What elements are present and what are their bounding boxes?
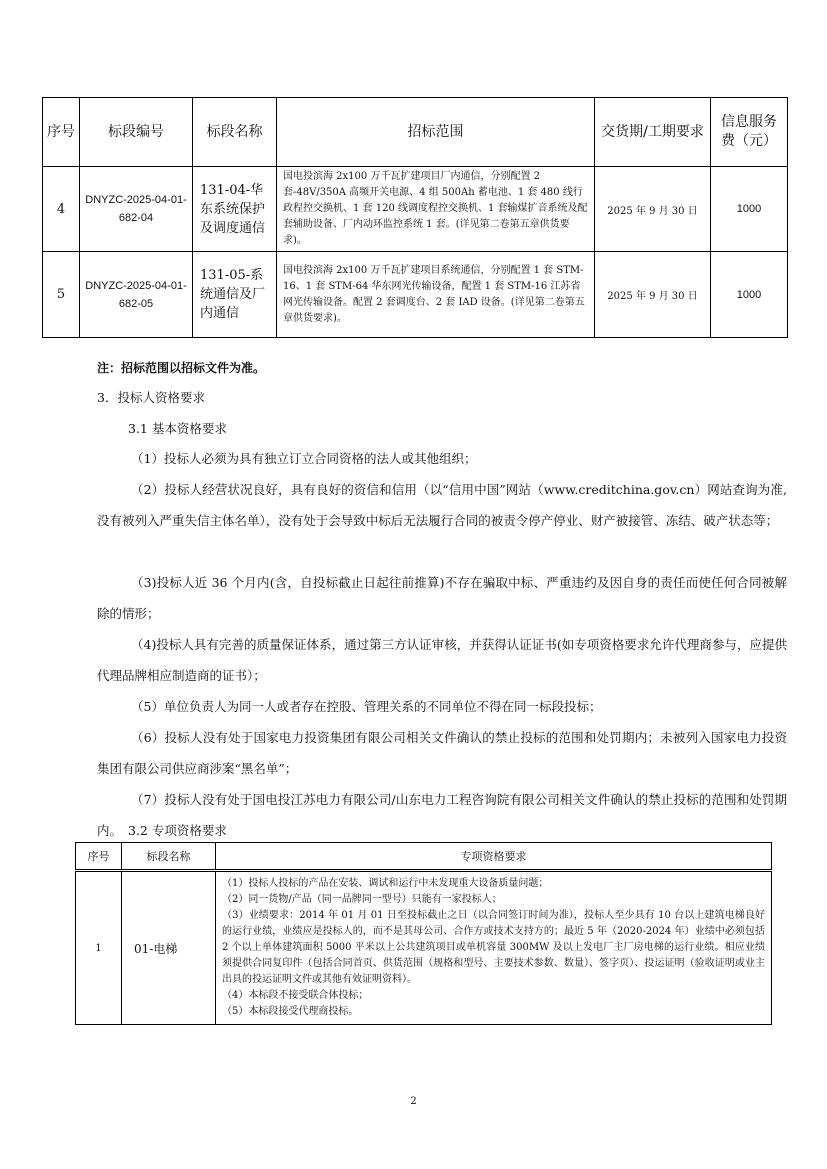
row-no: 4 xyxy=(43,167,80,252)
header-requirements: 专项资格要求 xyxy=(216,843,772,871)
scope-note: 注：招标范围以招标文件为准。 xyxy=(97,361,266,375)
header-scope: 招标范围 xyxy=(277,98,595,167)
row-name: 131-05-系统通信及厂内通信 xyxy=(193,252,277,338)
section-3-1-title: 3.1 基本资格要求 xyxy=(128,421,227,436)
table-row xyxy=(76,871,772,1025)
requirement-line: （5）本标段接受代理商投标。 xyxy=(222,1006,359,1017)
header-name: 标段名称 xyxy=(122,843,216,871)
requirement-line: （1）投标人投标的产品在安装、调试和运行中未发现重大设备质量问题； xyxy=(222,878,549,889)
section-3-2-title: 3.2 专项资格要求 xyxy=(128,823,227,838)
requirement-item: （6）投标人没有处于国家电力投资集团有限公司相关文件确认的禁止投标的范围和处罚期内；未被列入国家电力投资集团有限公司供应商涉案“黑名单”； xyxy=(97,730,787,776)
bid-sections-table xyxy=(42,97,788,338)
table-row xyxy=(43,167,788,252)
section-3-title: 3．投标人资格要求 xyxy=(97,390,205,405)
requirement-line: （2）同一货物/产品（同一品牌同一型号）只能有一家投标人； xyxy=(222,894,502,905)
table-header-row xyxy=(43,98,788,167)
row-scope: 国电投滨海 2x100 万千瓦扩建项目系统通信，分别配置 1 套 STM-16、1 套 STM-64 华东网光传输设备，配置 1 套 STM-16 江苏省网光传输设备。配置 2 套调度台、2 套 IAD 设备。(详见第二卷第五章供货要求)。 xyxy=(277,252,595,338)
requirement-item: （3)投标人近 36 个月内(含，自投标截止日起往前推算)不存在骗取中标、严重违约及因自身的责任而使任何合同被解除的情形； xyxy=(97,575,787,621)
header-code: 标段编号 xyxy=(80,98,193,167)
special-qualification-table xyxy=(75,842,772,1025)
header-no: 序号 xyxy=(76,843,122,871)
requirement-line: （4）本标段不接受联合体投标； xyxy=(222,990,369,1001)
row-name: 131-04-华东系统保护及调度通信 xyxy=(193,167,277,252)
header-fee: 信息服务费（元） xyxy=(711,98,788,167)
requirement-item: （4)投标人具有完善的质量保证体系，通过第三方认证审核，并获得认证证书(如专项资格要求允许代理商参与，应提供代理品牌相应制造商的证书）； xyxy=(97,637,787,683)
row-name: 01-电梯 xyxy=(122,871,216,1025)
header-name: 标段名称 xyxy=(193,98,277,167)
row-code: DNYZC-2025-04-01-682-04 xyxy=(80,167,193,252)
header-no: 序号 xyxy=(43,98,80,167)
page-number: 2 xyxy=(410,1096,417,1107)
table-header-row xyxy=(76,843,772,871)
row-code: DNYZC-2025-04-01-682-05 xyxy=(80,252,193,338)
header-date: 交货期/工期要求 xyxy=(595,98,711,167)
table-row xyxy=(43,252,788,338)
row-date: 2025 年 9 月 30 日 xyxy=(595,252,711,338)
row-requirements xyxy=(216,871,772,1025)
requirement-item: （7）投标人没有处于国电投江苏电力有限公司/山东电力工程咨询院有限公司相关文件确认的禁止投标的范围和处罚期内。 xyxy=(97,792,787,838)
requirement-item: （1）投标人必须为具有独立订立合同资格的法人或其他组织； xyxy=(131,451,477,466)
row-date: 2025 年 9 月 30 日 xyxy=(595,167,711,252)
requirement-item: （5）单位负责人为同一人或者存在控股、管理关系的不同单位不得在同一标段投标； xyxy=(131,699,602,714)
row-scope: 国电投滨海 2x100 万千瓦扩建项目厂内通信，分别配置 2 套-48V/350A 高频开关电源、4 组 500Ah 蓄电池、1 套 480 线行政程控交换机、1 套 120 线调度程控交换机、1 套输煤扩音系统及配套辅助设备、厂内动环监控系统 1 套。(详见第二卷第五章供货要求)。 xyxy=(277,167,595,252)
row-no: 1 xyxy=(76,871,122,1025)
requirement-line: （3）业绩要求：2014 年 01 月 01 日至投标截止之日（以合同签订时间为准），投标人至少具有 10 台以上建筑电梯良好的运行业绩，业绩应是投标人的，而不是其母公司、合作方或技术支持方的；最近 5 年（2020-2024 年）业绩中必须包括 2 个以上单体建筑面积 5000 平米以上公共建筑项目或单机容量 300MW 及以上发电厂主厂房电梯的运行业绩。相应业绩须提供合同复印件（包括合同首页、供货范围（规格和型号、主要技术参数、数量）、签字页）、投运证明（验收证明或业主出具的投运证明文件或其他有效证明资料）。 xyxy=(222,910,765,985)
row-fee: 1000 xyxy=(711,167,788,252)
requirement-item: （2）投标人经营状况良好，具有良好的资信和信用（以“信用中国”网站（www.creditchina.gov.cn）网站查询为准,没有被列入严重失信主体名单），没有处于会导致中标后无法履行合同的被责令停产停业、财产被接管、冻结、破产状态等； xyxy=(97,482,787,528)
row-no: 5 xyxy=(43,252,80,338)
row-fee: 1000 xyxy=(711,252,788,338)
